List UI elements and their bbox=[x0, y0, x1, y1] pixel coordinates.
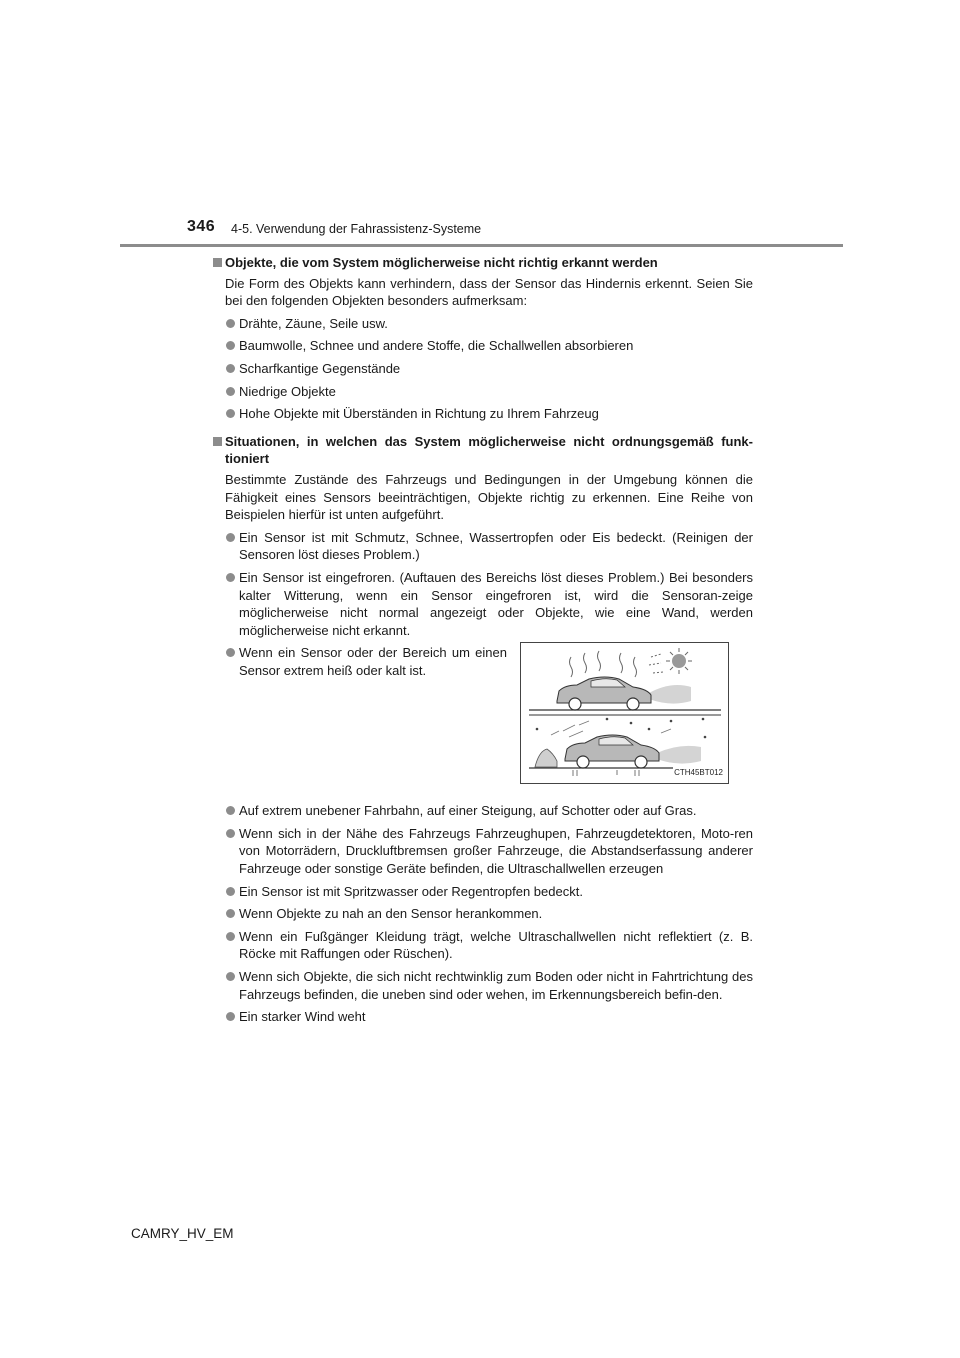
list-item bbox=[213, 405, 753, 423]
bullet-dot-icon bbox=[226, 806, 235, 815]
list-item-text: Wenn sich in der Nähe des Fahrzeugs Fahrzeughupen, Fahrzeugdetektoren, Moto-ren von Motorrädern, Druckluftbremsen großer Fahrzeuge, die Abstandserfassung anderer Fahrzeuge oder sonstige Geräte befinden, die Ultraschallwellen erzeugen bbox=[239, 825, 753, 877]
heading-square-icon bbox=[213, 258, 222, 267]
bullet-dot-icon bbox=[226, 909, 235, 918]
list-item-text: Ein Sensor ist mit Schmutz, Schnee, Wassertropfen oder Eis bedeckt. (Reinigen der Sensoren löst dieses Problem.) bbox=[239, 529, 753, 563]
list-item bbox=[213, 360, 753, 378]
list-item bbox=[213, 905, 753, 923]
page-content bbox=[213, 254, 753, 1026]
bullet-dot-icon bbox=[226, 932, 235, 941]
list-item bbox=[213, 644, 507, 679]
heading-square-icon bbox=[213, 437, 222, 446]
bullet-dot-icon bbox=[226, 972, 235, 981]
bullet-dot-icon bbox=[226, 887, 235, 896]
list-item bbox=[213, 337, 753, 355]
list-item-text: Niedrige Objekte bbox=[239, 383, 336, 399]
bullet-dot-icon bbox=[226, 573, 235, 582]
bullet-dot-icon bbox=[226, 533, 235, 542]
section-intro: Bestimmte Zustände des Fahrzeugs und Bedingungen in der Umgebung können die Fähigkeit eines Sensors beeinträchtigen, Objekte richtig zu erkennen. Eine Reihe von Beispielen hierfür ist unten aufgeführt. bbox=[225, 471, 753, 523]
list-item bbox=[213, 383, 753, 401]
list-item-text: Ein starker Wind weht bbox=[239, 1009, 366, 1025]
list-item-text: Ein Sensor ist mit Spritzwasser oder Regentropfen bedeckt. bbox=[239, 883, 583, 899]
heading-text: Situationen, in welchen das System möglicherweise nicht ordnungsgemäß funk-tioniert bbox=[225, 433, 753, 467]
section-title: 4-5. Verwendung der Fahrassistenz-Systeme bbox=[231, 222, 482, 236]
car-sensor-illustration bbox=[521, 643, 728, 783]
list-item-text: Ein Sensor ist eingefroren. (Auftauen des Bereichs löst dieses Problem.) Bei besonders kalter Witterung, wenn ein Sensor eingefroren ist, wird die Sensoran-zeige möglicherweise nicht normal angezeigt oder Objekte, wie eine Wand, werden möglicherweise nicht erkannt. bbox=[239, 569, 753, 638]
snow-pile-icon bbox=[535, 749, 557, 767]
bullet-dot-icon bbox=[226, 648, 235, 657]
sensor-temperature-illustration bbox=[520, 642, 729, 784]
page-number: 346 bbox=[187, 218, 216, 235]
list-item bbox=[213, 928, 753, 963]
sensor-wave-icon bbox=[649, 685, 691, 704]
document-code: CAMRY_HV_EM bbox=[131, 1226, 234, 1241]
bullet-with-figure bbox=[213, 644, 753, 797]
heading-text: Objekte, die vom System möglicherweise nicht richtig erkannt werden bbox=[225, 255, 658, 270]
list-item-text: Wenn sich Objekte, die sich nicht rechtwinklig zum Boden oder nicht in Fahrtrichtung des Fahrzeugs befinden, die uneben sind oder wehen, im Erkennungsbereich befin-den. bbox=[239, 969, 753, 1002]
list-item bbox=[213, 569, 753, 639]
bullet-dot-icon bbox=[226, 1012, 235, 1021]
list-item bbox=[213, 968, 753, 1003]
bullet-dot-icon bbox=[226, 319, 235, 328]
header-rule bbox=[120, 244, 843, 247]
sensor-wave-icon bbox=[657, 746, 701, 764]
list-item-text: Scharfkantige Gegenstände bbox=[239, 360, 401, 376]
figure-label: CTH45BT012 bbox=[673, 764, 724, 782]
list-item bbox=[213, 802, 753, 820]
list-item-text: Auf extrem unebener Fahrbahn, auf einer Steigung, auf Schotter oder auf Gras. bbox=[239, 803, 697, 819]
bullet-dot-icon bbox=[226, 829, 235, 838]
bullet-dot-icon bbox=[226, 341, 235, 350]
section-heading-malfunction-situations bbox=[213, 433, 753, 468]
section-intro: Die Form des Objekts kann verhindern, dass der Sensor das Hindernis erkennt. Seien Sie bei den folgenden Objekten besonders aufmerksam: bbox=[225, 275, 753, 309]
bullet-dot-icon bbox=[226, 364, 235, 373]
list-item bbox=[213, 529, 753, 564]
list-item bbox=[213, 315, 753, 333]
list-item-text: Hohe Objekte mit Überständen in Richtung zu Ihrem Fahrzeug bbox=[239, 406, 599, 422]
list-item-text: Wenn ein Fußgänger Kleidung trägt, welche Ultraschallwellen nicht reflektiert (z. B. Röcke mit Raffungen oder Rüschen). bbox=[239, 928, 753, 962]
bullet-dot-icon bbox=[226, 387, 235, 396]
list-item-text: Baumwolle, Schnee und andere Stoffe, die Schallwellen absorbieren bbox=[239, 338, 634, 354]
list-item-text: Wenn ein Sensor oder der Bereich um einen Sensor extrem heiß oder kalt ist. bbox=[239, 645, 507, 678]
list-item bbox=[213, 825, 753, 878]
list-item-text: Drähte, Zäune, Seile usw. bbox=[239, 315, 388, 331]
list-item bbox=[213, 1008, 753, 1026]
list-item bbox=[213, 883, 753, 901]
list-item-text: Wenn Objekte zu nah an den Sensor herankommen. bbox=[239, 906, 543, 922]
bullet-dot-icon bbox=[226, 409, 235, 418]
sun-icon bbox=[672, 654, 686, 668]
section-heading-undetected-objects bbox=[213, 254, 753, 272]
